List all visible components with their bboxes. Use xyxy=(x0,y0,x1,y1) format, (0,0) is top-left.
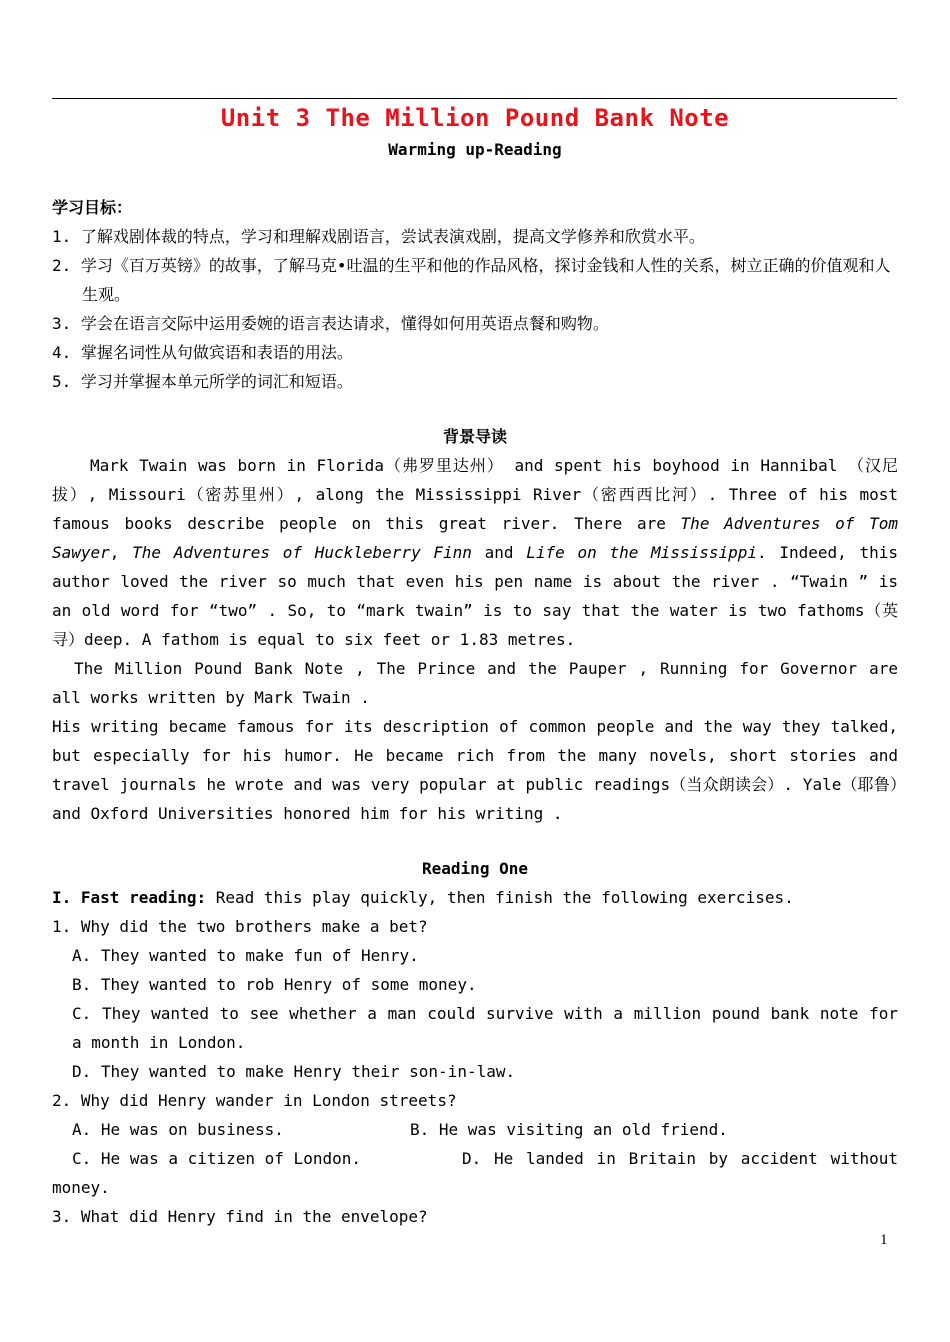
p1-text-b: , xyxy=(109,543,133,562)
fast-reading-label: I. Fast reading: xyxy=(52,888,207,907)
page-title: Unit 3 The Million Pound Bank Note xyxy=(220,104,730,132)
background-heading: 背景导读 xyxy=(442,427,507,446)
question-2: 2. Why did Henry wander in London streets? xyxy=(52,1091,457,1110)
objective-item: 2. 学习《百万英镑》的故事，了解马克•吐温的生平和他的作品风格，探讨金钱和人性的关系，树立正确的价值观和人生观。 xyxy=(52,256,891,304)
p1-text-a: Mark Twain was born in Florida（弗罗里达州） and spent his boyhood in Hannibal （汉尼拔）, Missouri（密苏里州）, along the Mississippi River（密西西比河）. Three of his most famous books describe people on this great river. There are xyxy=(52,456,898,533)
background-section xyxy=(52,422,898,828)
reading-section xyxy=(52,854,898,1231)
page-number: 1 xyxy=(880,1232,888,1248)
background-paragraph-1 xyxy=(52,451,898,654)
q2-options-row-2 xyxy=(52,1144,898,1202)
fast-reading-line xyxy=(52,883,898,912)
header-rule xyxy=(52,98,897,99)
q2-option-d: D. He landed in Britain by accident without money. xyxy=(52,1149,898,1197)
q2-option-b: B. He was visiting an old friend. xyxy=(410,1120,728,1139)
background-paragraph-2: The Million Pound Bank Note , The Prince and the Pauper , Running for Governor are all works written by Mark Twain . xyxy=(52,659,898,707)
p1-text-c: and xyxy=(471,543,527,562)
q1-option-c: C. They wanted to see whether a man could survive with a million pound bank note for a month in London. xyxy=(72,1004,898,1052)
book-title-huckleberry-finn: The Adventures of Huckleberry Finn xyxy=(132,543,472,562)
objectives-heading: 学习目标： xyxy=(52,198,133,217)
book-title-life-on-mississippi: Life on the Mississippi xyxy=(526,543,758,562)
objective-item: 5. 学习并掌握本单元所学的词汇和短语。 xyxy=(52,372,353,391)
q1-option-b: B. They wanted to rob Henry of some money. xyxy=(72,975,477,994)
q1-option-d: D. They wanted to make Henry their son-in-law. xyxy=(72,1062,516,1081)
objective-item: 1. 了解戏剧体裁的特点，学习和理解戏剧语言，尝试表演戏剧，提高文学修养和欣赏水平。 xyxy=(52,227,705,246)
question-1: 1. Why did the two brothers make a bet? xyxy=(52,917,428,936)
objectives-section xyxy=(52,193,898,396)
q2-options-row-1 xyxy=(52,1115,898,1144)
question-3: 3. What did Henry find in the envelope? xyxy=(52,1207,428,1226)
background-paragraph-3: His writing became famous for its description of common people and the way they talked, but especially for his humor. He became rich from the many novels, short stories and travel journals he wrote and was very popular at public readings（当众朗读会）. Yale（耶鲁）and Oxford Universities honored him for his writing . xyxy=(52,717,898,823)
objective-item: 4. 掌握名词性从句做宾语和表语的用法。 xyxy=(52,343,353,362)
q2-option-c: C. He was a citizen of London. xyxy=(72,1149,361,1168)
p1-text-d: . Indeed, this author loved the river so much that even his pen name is about the river . “Twain ” is an old word for “two” . So, to “mark twain” is to say that the water is two fathoms（英寻）deep. A fathom is equal to six feet or 1.83 metres. xyxy=(52,543,899,649)
reading-heading: Reading One xyxy=(422,859,528,878)
fast-reading-instruction: Read this play quickly, then finish the following exercises. xyxy=(206,888,794,907)
page-subtitle: Warming up-Reading xyxy=(388,140,562,159)
objective-item: 3. 学会在语言交际中运用委婉的语言表达请求，懂得如何用英语点餐和购物。 xyxy=(52,314,609,333)
q2-option-a: A. He was on business. xyxy=(72,1120,284,1139)
book-title-tom-sawyer: The Adventures of Tom Sawyer xyxy=(52,514,899,562)
q1-option-a: A. They wanted to make fun of Henry. xyxy=(72,946,419,965)
